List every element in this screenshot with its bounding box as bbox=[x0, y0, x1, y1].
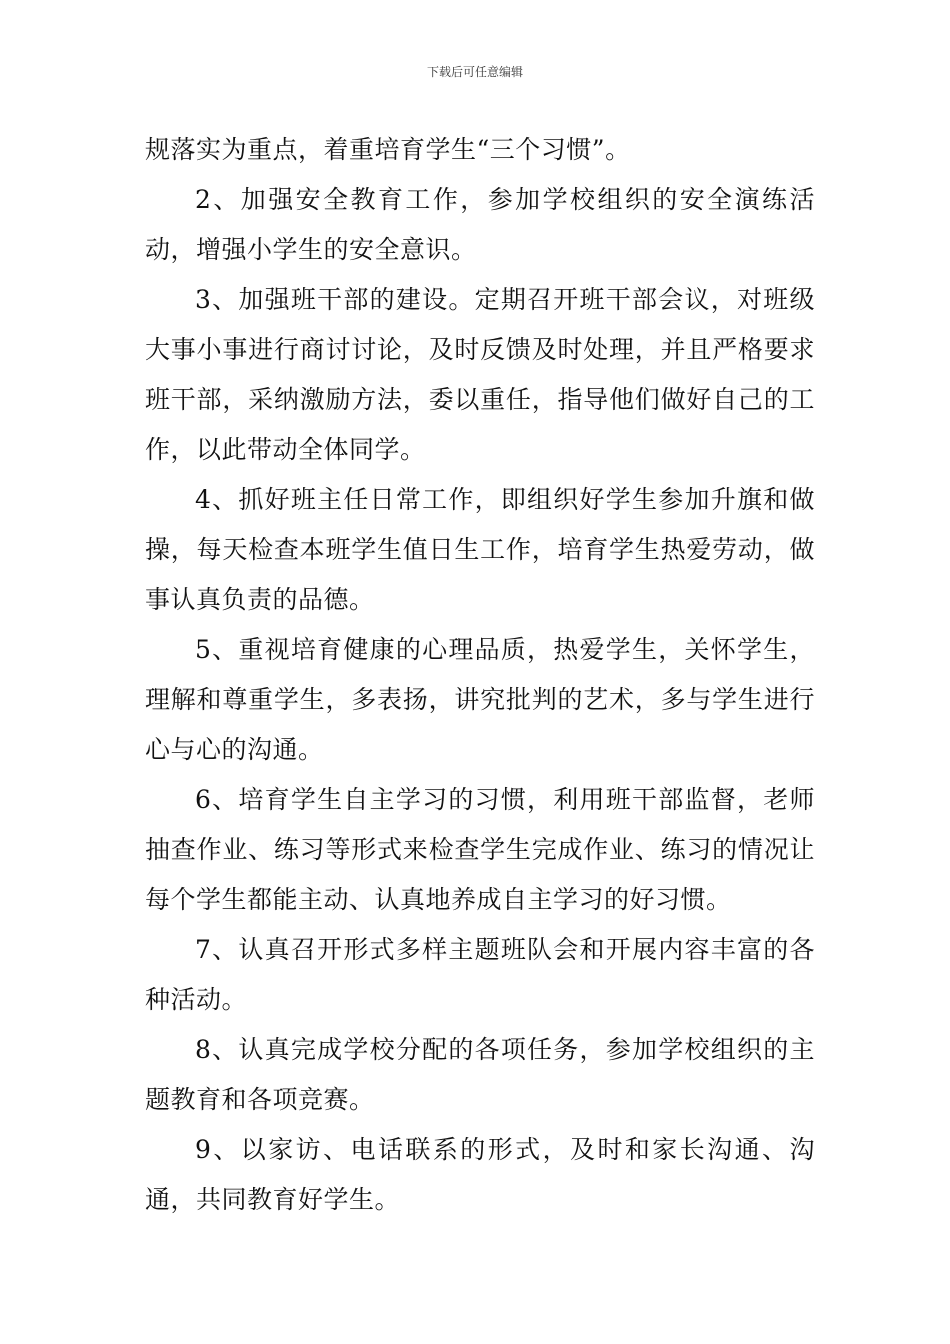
page-header: 下载后可任意编辑 bbox=[426, 65, 523, 79]
paragraph-item-6: 6、培育学生自主学习的习惯，利用班干部监督，老师抽查作业、练习等形式来检查学生完成作业、练习的情况让每个学生都能主动、认真地养成自主学习的好习惯。 bbox=[145, 785, 815, 914]
paragraph-item-8: 8、认真完成学校分配的各项任务，参加学校组织的主题教育和各项竞赛。 bbox=[145, 1035, 815, 1114]
paragraph-item-7: 7、认真召开形式多样主题班队会和开展内容丰富的各种活动。 bbox=[145, 935, 815, 1014]
paragraph-item-5: 5、重视培育健康的心理品质，热爱学生，关怀学生，理解和尊重学生，多表扬，讲究批判的艺术，多与学生进行心与心的沟通。 bbox=[145, 635, 815, 764]
document-body bbox=[145, 125, 815, 1225]
paragraph-item-9: 9、以家访、电话联系的形式，及时和家长沟通、沟通，共同教育好学生。 bbox=[145, 1135, 815, 1214]
paragraph-item-2: 2、加强安全教育工作，参加学校组织的安全演练活动，增强小学生的安全意识。 bbox=[145, 185, 815, 264]
paragraph-item-4: 4、抓好班主任日常工作，即组织好学生参加升旗和做操，每天检查本班学生值日生工作，培育学生热爱劳动，做事认真负责的品德。 bbox=[145, 485, 815, 614]
paragraph-continuation: 规落实为重点，着重培育学生“三个习惯”。 bbox=[145, 135, 631, 164]
paragraph-item-3: 3、加强班干部的建设。定期召开班干部会议，对班级大事小事进行商讨讨论，及时反馈及时处理，并且严格要求班干部，采纳激励方法，委以重任，指导他们做好自己的工作，以此带动全体同学。 bbox=[145, 285, 815, 464]
